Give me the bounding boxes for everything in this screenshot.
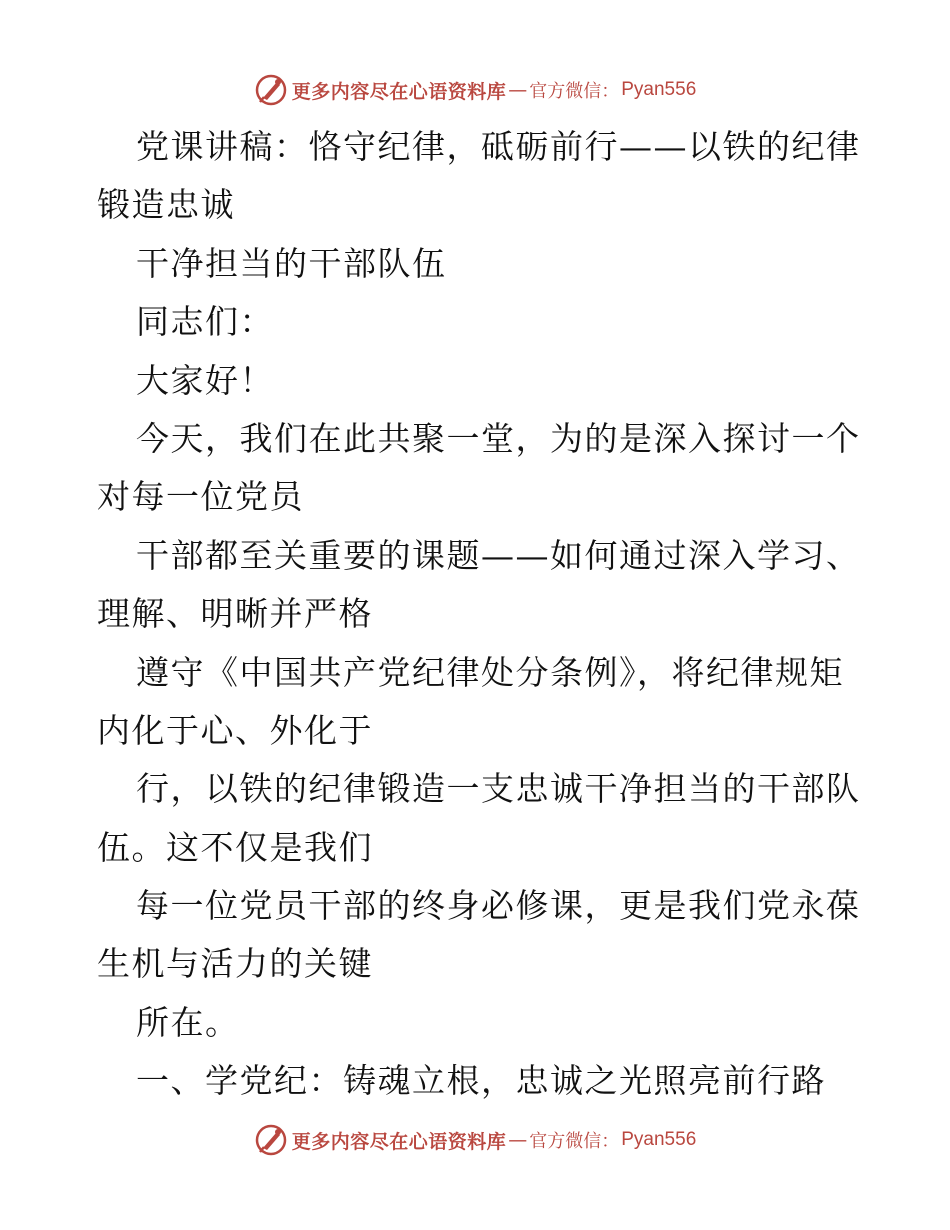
watermark-wechat-id: Pyan556 bbox=[621, 1129, 697, 1150]
header-watermark bbox=[0, 70, 950, 110]
section-heading: 一、学党纪：铸魂立根，忠诚之光照亮前行路 bbox=[136, 1061, 826, 1101]
doc-line: 党课讲稿：恪守纪律，砥砺前行——以铁的纪律 bbox=[136, 127, 861, 166]
doc-line: 行，以铁的纪律锻造一支忠诚干净担当的干部队 bbox=[136, 769, 861, 809]
doc-line: 同志们： bbox=[136, 302, 274, 342]
document-body bbox=[97, 118, 861, 1111]
doc-line: 锻造忠诚 bbox=[97, 185, 235, 225]
doc-line: 每一位党员干部的终身必修课，更是我们党永葆 bbox=[136, 886, 861, 926]
watermark-wechat-label: 官方微信： bbox=[529, 1131, 620, 1152]
doc-line: 内化于心、外化于 bbox=[97, 710, 373, 750]
doc-line: 生机与活力的关键 bbox=[97, 944, 373, 984]
watermark-main-text: 更多内容尽在心语资料库 bbox=[291, 80, 507, 103]
doc-line: 遵守《中国共产党纪律处分条例》，将纪律规矩 bbox=[136, 652, 844, 692]
watermark-wechat-label: 官方微信： bbox=[529, 81, 620, 102]
watermark-wechat-id: Pyan556 bbox=[621, 79, 697, 100]
doc-line: 理解、明晰并严格 bbox=[97, 594, 373, 634]
doc-line: 干部都至关重要的课题——如何通过深入学习、 bbox=[136, 535, 861, 575]
quill-pen-logo-icon bbox=[254, 73, 288, 107]
doc-line: 伍。这不仅是我们 bbox=[97, 827, 373, 867]
watermark-main-text: 更多内容尽在心语资料库 bbox=[291, 1130, 507, 1153]
doc-line: 干净担当的干部队伍 bbox=[136, 243, 447, 283]
watermark-dash: — bbox=[508, 1129, 528, 1151]
doc-line: 对每一位党员 bbox=[97, 477, 304, 517]
doc-line: 今天，我们在此共聚一堂，为的是深入探讨一个 bbox=[136, 418, 861, 458]
doc-line: 大家好！ bbox=[136, 360, 274, 400]
watermark-dash: — bbox=[508, 79, 528, 101]
footer-watermark bbox=[0, 1120, 950, 1160]
doc-line: 所在。 bbox=[136, 1002, 240, 1042]
quill-pen-logo-icon bbox=[254, 1123, 288, 1157]
